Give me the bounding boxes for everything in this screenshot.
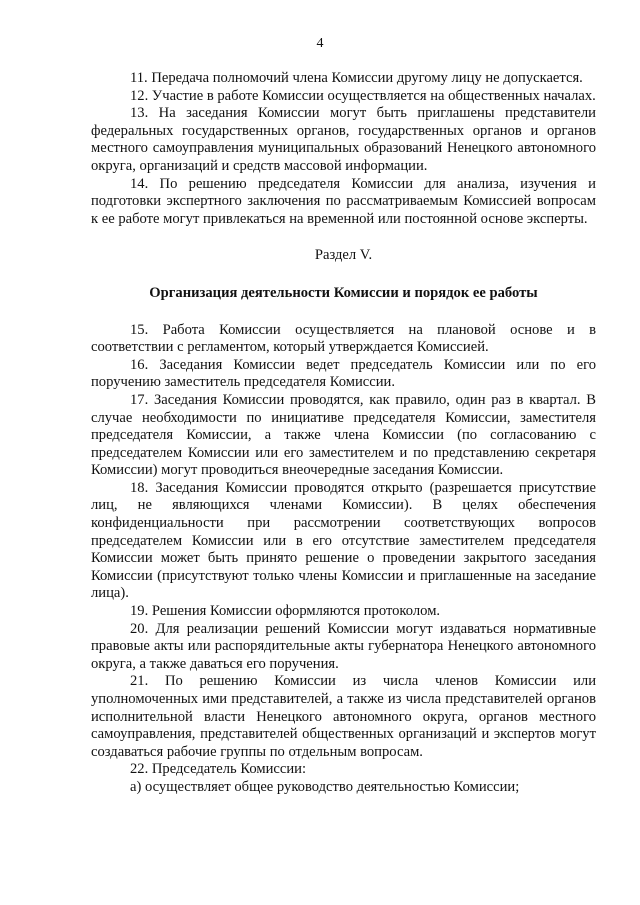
paragraph-13: 13. На заседания Комиссии могут быть приглашены представители федеральных государственных органов, государственных органов и органов местного самоуправления муниципальных образований Ненецкого автономного округа, организаций и средств массовой информации. (91, 105, 596, 174)
page-number: 4 (316, 36, 324, 51)
paragraph-19: 19. Решения Комиссии оформляются протоколом. (130, 603, 441, 620)
paragraph-15: 15. Работа Комиссии осуществляется на плановой основе и в соответствии с регламентом, который утверждается Комиссией. (91, 321, 596, 356)
section-title: Организация деятельности Комиссии и порядок ее работы (149, 284, 538, 301)
paragraph-22a: а) осуществляет общее руководство деятельностью Комиссии; (130, 778, 520, 795)
paragraph-18: 18. Заседания Комиссии проводятся открыто (разрешается присутствие лиц, не являющихся членами Комиссии). В целях обеспечения конфиденциальности при рассмотрении соответствующих вопросов председателем Комиссии или в его отсутствие заместителем председателя Комиссии может быть принято решение о проведении закрытого заседания Комиссии (присутствуют только члены Комиссии и приглашенные на заседание лица). (91, 479, 596, 602)
paragraph-11: 11. Передача полномочий члена Комиссии другому лицу не допускается. (130, 70, 583, 86)
paragraph-14: 14. По решению председателя Комиссии для анализа, изучения и подготовки экспертного заключения по рассматриваемым Комиссией вопросам к ее работе могут привлекаться на временной или постоянной основе эксперты. (91, 175, 596, 227)
paragraph-22: 22. Председатель Комиссии: (130, 761, 307, 778)
paragraph-21: 21. По решению Комиссии из числа членов Комиссии или уполномоченных ими представителей, а также из числа представителей органов исполнительной власти Ненецкого автономного округа, органов местного самоуправления, представителей общественных организаций и экспертов могут создаваться рабочие группы по отдельным вопросам. (91, 673, 596, 760)
document-body (91, 70, 596, 797)
section-label: Раздел V. (314, 247, 373, 264)
paragraph-16: 16. Заседания Комиссии ведет председатель Комиссии или по его поручению заместитель председателя Комиссии. (91, 356, 596, 391)
paragraph-17: 17. Заседания Комиссии проводятся, как правило, один раз в квартал. В случае необходимости по инициативе председателя Комиссии, заместителя председателя Комиссии, а также члена Комиссии (по согласованию с председателем Комиссии или его заместителем и по представлению секретаря Комиссии) могут проводиться внеочередные заседания Комиссии. (91, 391, 596, 479)
paragraph-12: 12. Участие в работе Комиссии осуществляется на общественных началах. (130, 87, 596, 104)
paragraph-20: 20. Для реализации решений Комиссии могут издаваться нормативные правовые акты или распорядительные акты губернатора Ненецкого автономного округа, а также даваться его поручения. (91, 620, 596, 672)
